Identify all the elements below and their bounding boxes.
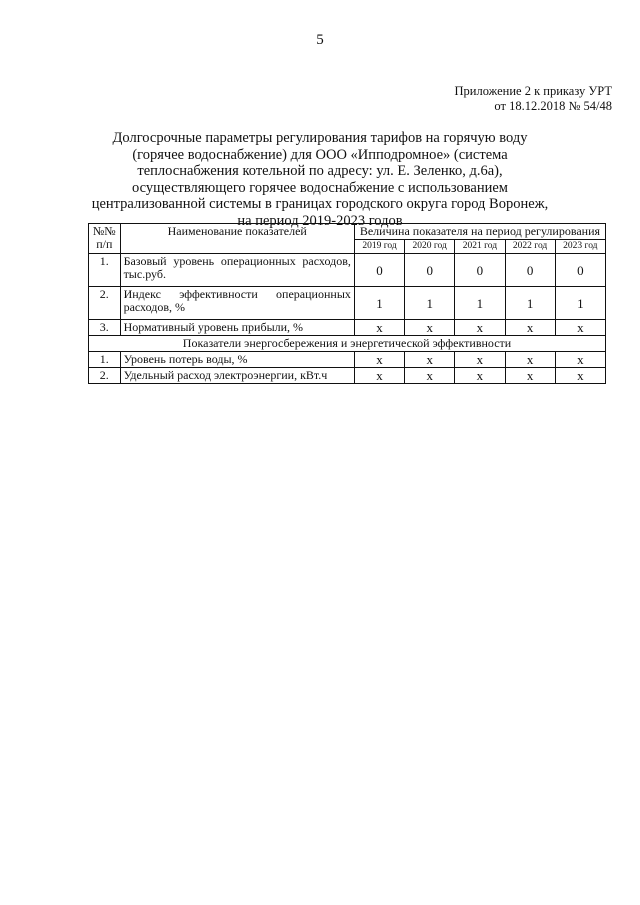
row-value: х — [354, 352, 404, 368]
table-row — [89, 368, 606, 384]
row-value: х — [505, 368, 555, 384]
row-value: 1 — [555, 287, 605, 320]
table-row — [89, 320, 606, 336]
appendix-line-1: Приложение 2 к приказу УРТ — [454, 84, 612, 98]
row-num: 2. — [89, 287, 121, 320]
appendix-line-2: от 18.12.2018 № 54/48 — [494, 99, 612, 113]
row-value: х — [555, 352, 605, 368]
row-value: х — [354, 368, 404, 384]
table-row — [89, 352, 606, 368]
row-name: Уровень потерь воды, % — [120, 352, 354, 368]
row-value: х — [455, 368, 505, 384]
row-value: 0 — [455, 254, 505, 287]
table-row — [89, 287, 606, 320]
year-header: 2022 год — [505, 240, 555, 254]
section-title: Показатели энергосбережения и энергетической эффективности — [89, 336, 606, 352]
row-value: 0 — [405, 254, 455, 287]
year-header: 2023 год — [555, 240, 605, 254]
appendix-reference — [455, 84, 613, 114]
row-value: х — [405, 368, 455, 384]
row-value: 1 — [455, 287, 505, 320]
row-value: х — [354, 320, 404, 336]
row-value: 1 — [405, 287, 455, 320]
row-value: х — [555, 320, 605, 336]
header-value: Величина показателя на период регулирования — [354, 224, 605, 240]
year-header: 2020 год — [405, 240, 455, 254]
row-value: 1 — [505, 287, 555, 320]
row-value: 0 — [505, 254, 555, 287]
year-header: 2021 год — [455, 240, 505, 254]
row-value: х — [405, 352, 455, 368]
page-number: 5 — [316, 32, 324, 48]
row-value: х — [505, 352, 555, 368]
row-value: х — [405, 320, 455, 336]
row-value: х — [455, 320, 505, 336]
document-title: Долгосрочные параметры регулирования тарифов на горячую воду (горячее водоснабжение) для ООО «Ипподромное» (система теплоснабжения котельной по адресу: ул. Е. Зеленко, д.6а), осуществляющего горячее водоснабжение с использованием централизованной системы в границах городского округа город Воронеж, на период 2019-2023 годов — [91, 130, 549, 229]
row-name: Индекс эффективности операционных расходов, % — [120, 287, 354, 320]
row-num: 1. — [89, 254, 121, 287]
row-value: х — [455, 352, 505, 368]
row-value: х — [505, 320, 555, 336]
header-name: Наименование показателей — [120, 224, 354, 254]
table-row — [89, 254, 606, 287]
row-value: х — [555, 368, 605, 384]
parameters-table — [88, 223, 606, 384]
row-name: Базовый уровень операционных расходов, тыс.руб. — [120, 254, 354, 287]
row-name: Удельный расход электроэнергии, кВт.ч — [120, 368, 354, 384]
table-header-row — [89, 224, 606, 240]
row-value: 1 — [354, 287, 404, 320]
row-value: 0 — [354, 254, 404, 287]
row-value: 0 — [555, 254, 605, 287]
section-header-row — [89, 336, 606, 352]
row-num: 2. — [89, 368, 121, 384]
header-num: №№ п/п — [89, 224, 121, 254]
year-header: 2019 год — [354, 240, 404, 254]
row-num: 3. — [89, 320, 121, 336]
row-num: 1. — [89, 352, 121, 368]
row-name: Нормативный уровень прибыли, % — [120, 320, 354, 336]
